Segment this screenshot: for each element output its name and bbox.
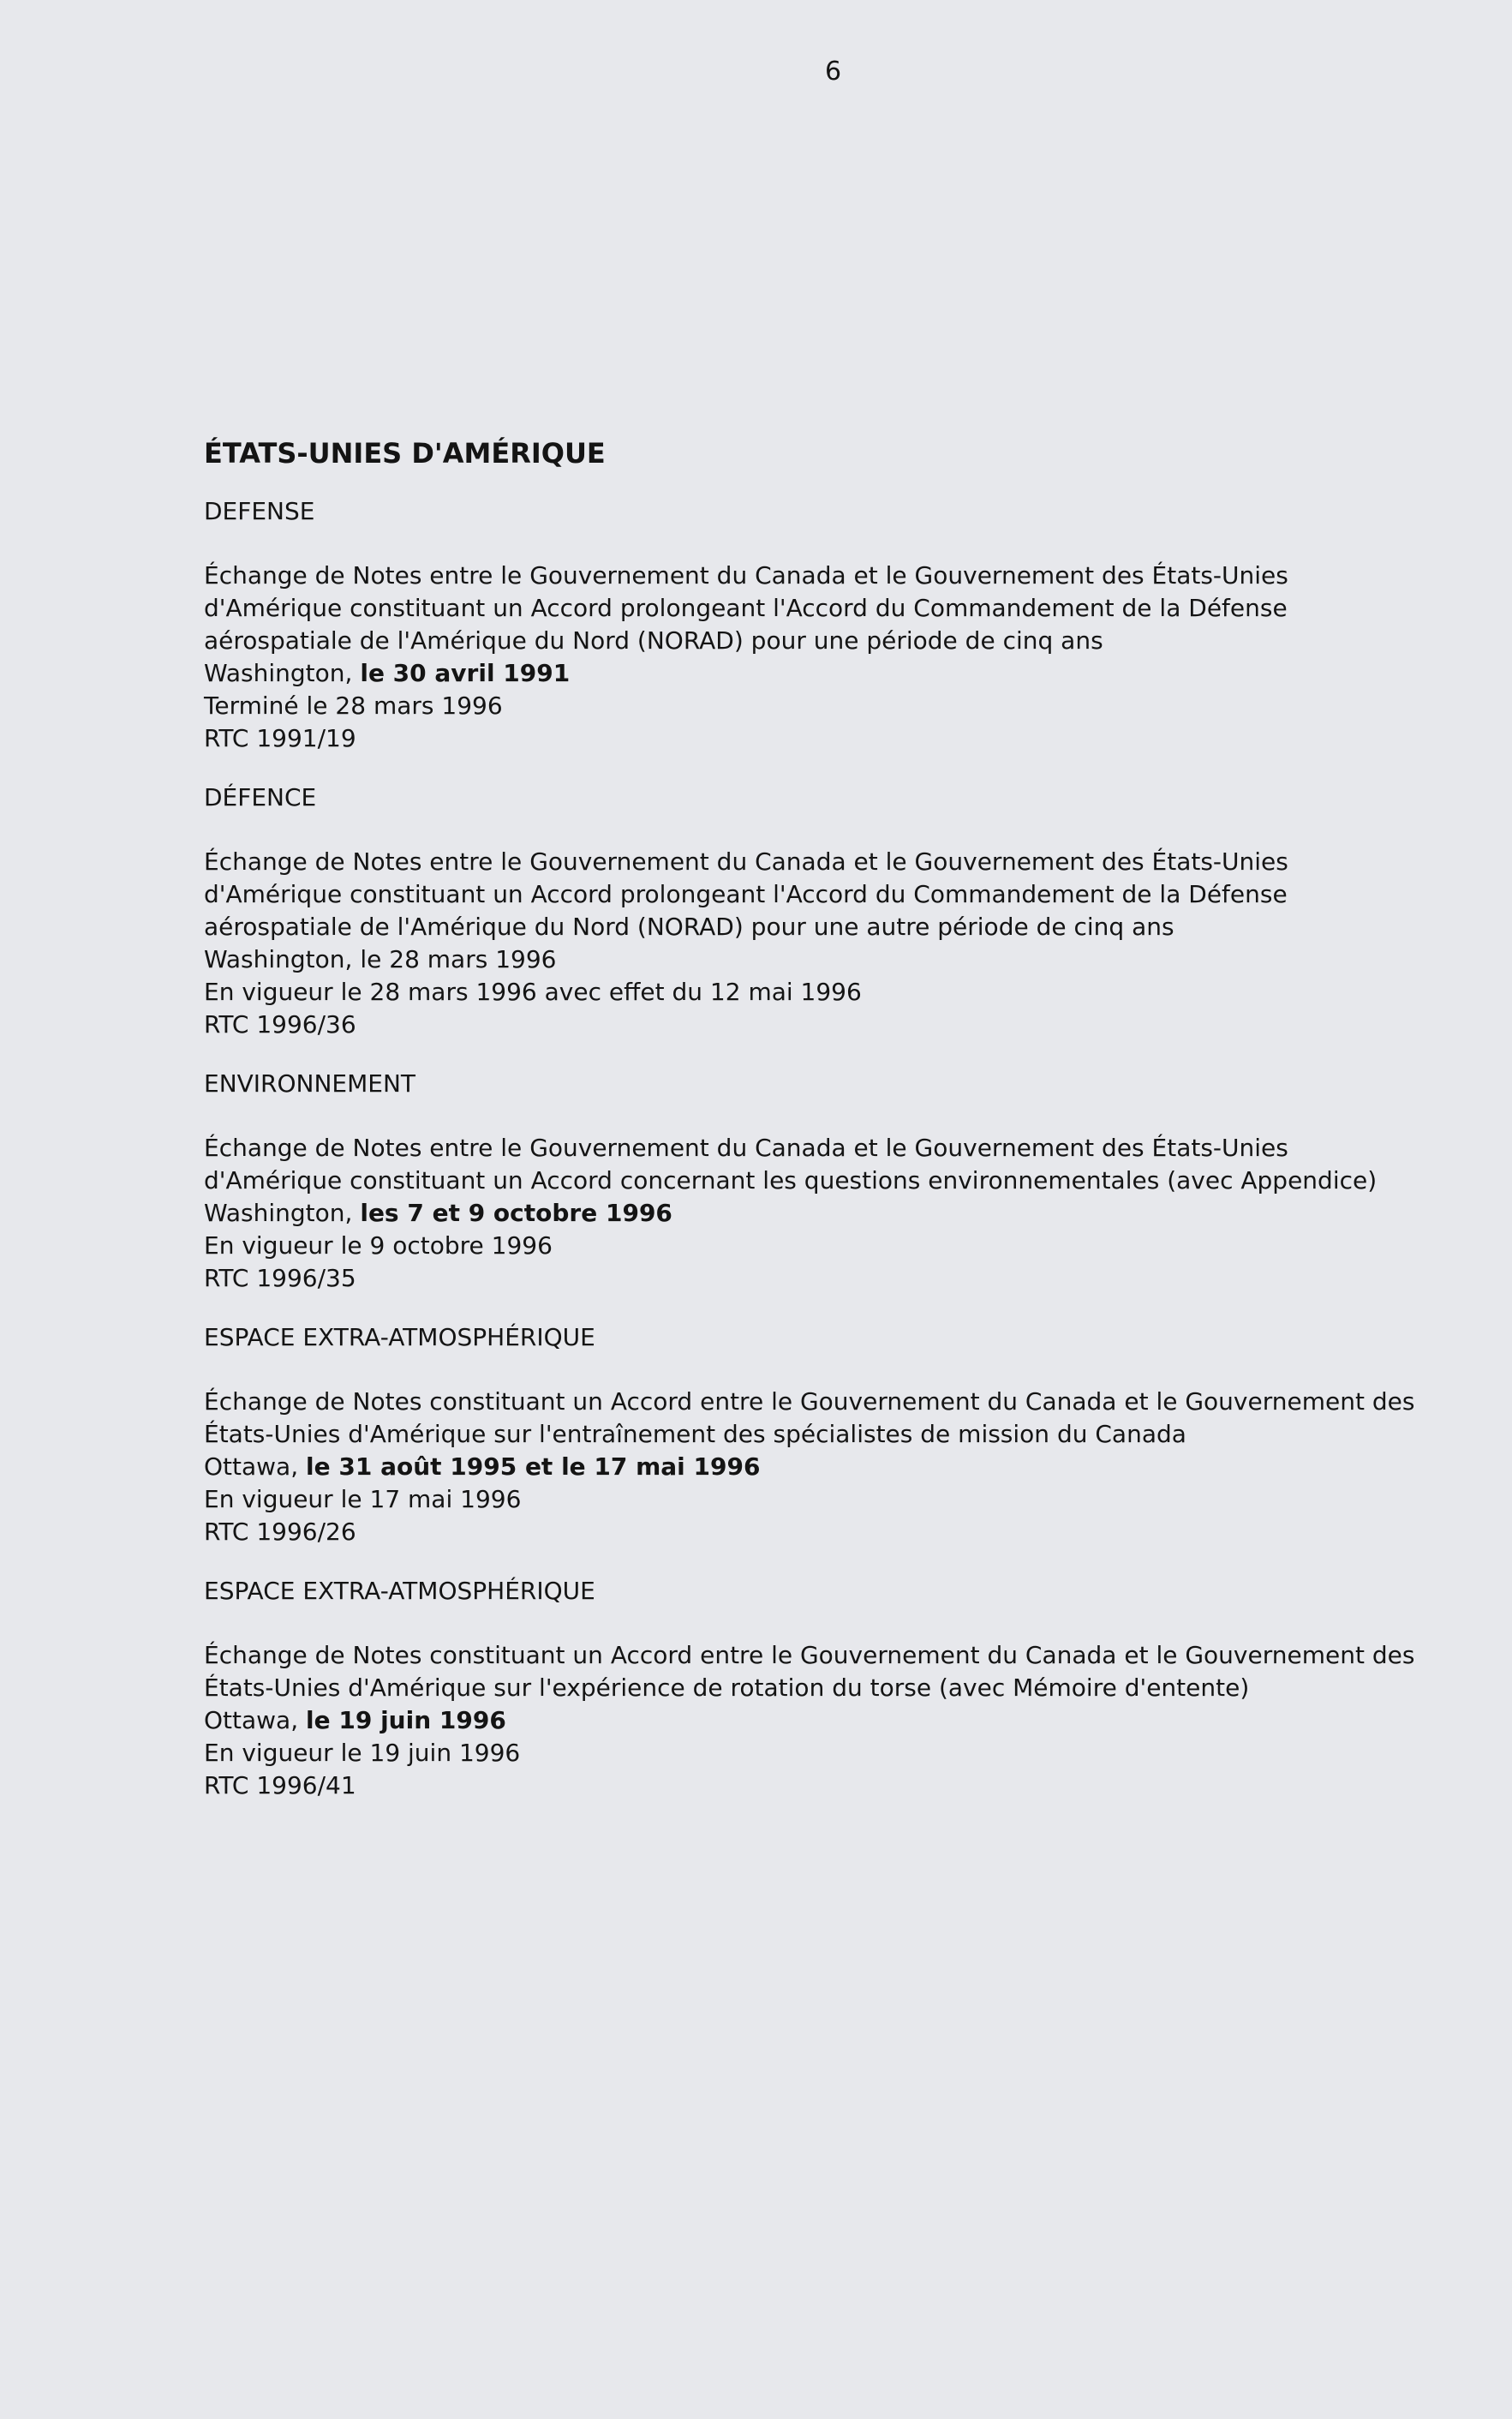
treaty-entry [204, 1574, 1472, 1802]
signing-place: Ottawa, [204, 1706, 307, 1734]
entry-description-line: Échange de Notes constituant un Accord entre le Gouvernement du Canada et le Gouvernement des [204, 1641, 1415, 1669]
entry-signing-line [204, 1197, 1472, 1230]
entry-signing-line [204, 1704, 1472, 1737]
entry-description-line: aérospatiale de l'Amérique du Nord (NORAD) pour une période de cinq ans [204, 626, 1103, 655]
entry-heading: ESPACE EXTRA-ATMOSPHÉRIQUE [204, 1577, 595, 1605]
signing-place: Washington, le 28 mars 1996 [204, 945, 557, 973]
treaty-entry [204, 494, 1472, 755]
signing-date: les 7 et 9 octobre 1996 [360, 1199, 672, 1227]
entry-status: En vigueur le 17 mai 1996 [204, 1485, 522, 1513]
entry-description-line: Échange de Notes entre le Gouvernement du Canada et le Gouvernement des États-Unies [204, 1134, 1288, 1162]
country-heading: ÉTATS-UNIES D'AMÉRIQUE [204, 437, 606, 470]
treaty-entry [204, 1320, 1472, 1548]
signing-place: Washington, [204, 659, 361, 687]
entry-description-line: Échange de Notes entre le Gouvernement du Canada et le Gouvernement des États-Unies [204, 561, 1288, 590]
entry-description-line: États-Unies d'Amérique sur l'entraînement des spécialistes de mission du Canada [204, 1420, 1186, 1448]
document-content [204, 433, 1472, 1828]
entry-description-line: États-Unies d'Amérique sur l'expérience de rotation du torse (avec Mémoire d'entente) [204, 1674, 1250, 1702]
entry-description-line: Échange de Notes entre le Gouvernement du Canada et le Gouvernement des États-Unies [204, 847, 1288, 876]
entry-reference: RTC 1996/41 [204, 1771, 356, 1799]
signing-date: le 30 avril 1991 [360, 659, 571, 687]
entry-reference: RTC 1996/26 [204, 1518, 356, 1546]
entry-signing-line [204, 1451, 1472, 1483]
signing-date: le 31 août 1995 et le 17 mai 1996 [306, 1452, 761, 1481]
entry-heading: DEFENSE [204, 497, 315, 525]
entry-heading: DÉFENCE [204, 783, 317, 811]
entry-reference: RTC 1996/36 [204, 1010, 356, 1039]
entry-reference: RTC 1991/19 [204, 724, 356, 752]
treaty-entry-list [204, 494, 1472, 1802]
signing-place: Washington, [204, 1199, 361, 1227]
entry-description-line: d'Amérique constituant un Accord prolongeant l'Accord du Commandement de la Défense [204, 594, 1288, 622]
entry-signing-line [204, 657, 1472, 690]
entry-heading: ESPACE EXTRA-ATMOSPHÉRIQUE [204, 1323, 595, 1351]
entry-status: En vigueur le 28 mars 1996 avec effet du 12 mai 1996 [204, 978, 862, 1006]
treaty-entry [204, 1067, 1472, 1295]
entry-signing-line [204, 943, 1472, 976]
entry-description-line: Échange de Notes constituant un Accord entre le Gouvernement du Canada et le Gouvernement des [204, 1387, 1415, 1416]
entry-description-line: d'Amérique constituant un Accord concernant les questions environnementales (avec Appendice) [204, 1166, 1378, 1195]
entry-status: En vigueur le 19 juin 1996 [204, 1739, 521, 1767]
treaty-entry [204, 781, 1472, 1041]
entry-description-line: d'Amérique constituant un Accord prolongeant l'Accord du Commandement de la Défense [204, 880, 1288, 908]
entry-description-line: aérospatiale de l'Amérique du Nord (NORAD) pour une autre période de cinq ans [204, 913, 1174, 941]
entry-status: En vigueur le 9 octobre 1996 [204, 1231, 553, 1260]
entry-heading: ENVIRONNEMENT [204, 1069, 416, 1098]
entry-reference: RTC 1996/35 [204, 1264, 356, 1292]
signing-date: le 19 juin 1996 [306, 1706, 506, 1734]
entry-status: Terminé le 28 mars 1996 [204, 692, 503, 720]
page-number: 6 [824, 57, 842, 87]
signing-place: Ottawa, [204, 1452, 307, 1481]
